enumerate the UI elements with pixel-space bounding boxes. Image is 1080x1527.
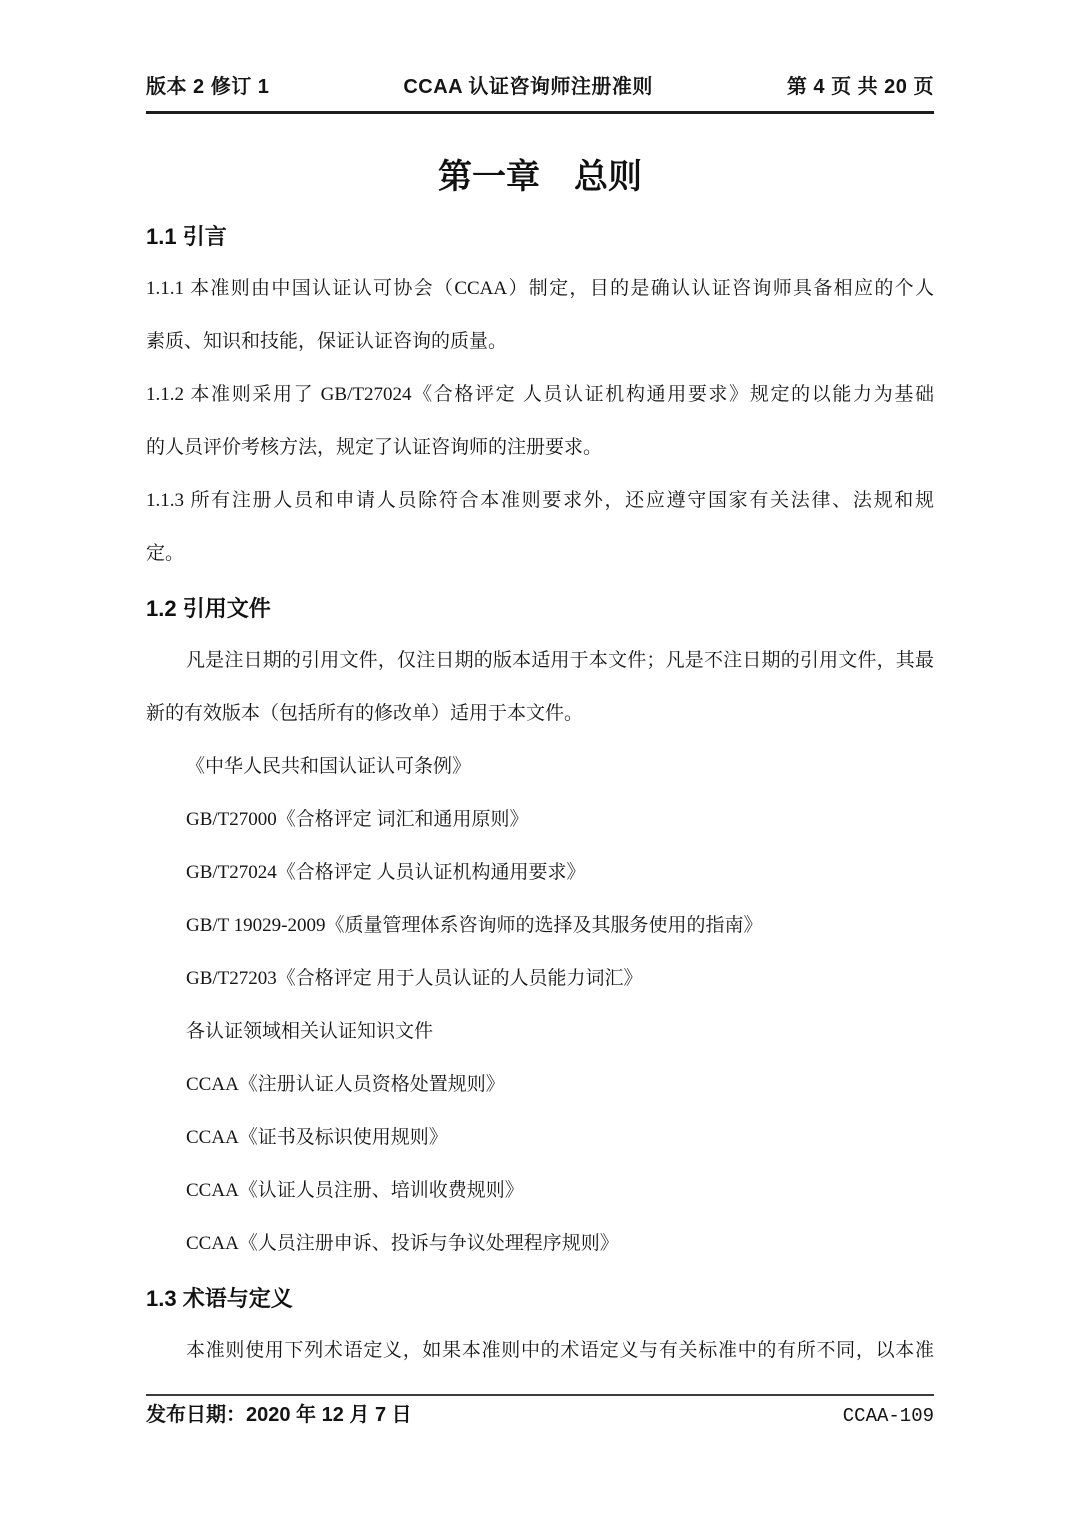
body-line: 1.1.3 所有注册人员和申请人员除符合本准则要求外，还应遵守国家有关法律、法规和规 [146, 490, 934, 511]
reference-item: CCAA《证书及标识使用规则》 [186, 1127, 448, 1148]
page-header [146, 74, 934, 100]
document-body [146, 154, 934, 1377]
body-line: 素质、知识和技能，保证认证咨询的质量。 [146, 331, 508, 352]
header-page-number: 第 4 页 共 20 页 [786, 76, 934, 98]
reference-item: CCAA《人员注册申诉、投诉与争议处理程序规则》 [186, 1233, 619, 1254]
reference-item: CCAA《注册认证人员资格处置规则》 [186, 1074, 505, 1095]
reference-item: GB/T27000《合格评定 词汇和通用原则》 [186, 809, 529, 830]
reference-item: 各认证领域相关认证知识文件 [186, 1021, 434, 1042]
reference-item: GB/T27203《合格评定 用于人员认证的人员能力词汇》 [186, 968, 643, 989]
reference-item: GB/T 19029-2009《质量管理体系咨询师的选择及其服务使用的指南》 [186, 915, 763, 936]
body-line: 新的有效版本（包括所有的修改单）适用于本文件。 [146, 703, 584, 724]
publish-date: 发布日期：2020 年 12 月 7 日 [146, 1404, 412, 1426]
body-line: 本准则使用下列术语定义，如果本准则中的术语定义与有关标准中的有所不同，以本准 [186, 1340, 934, 1361]
body-line: 1.1.1 本准则由中国认证认可协会（CCAA）制定，目的是确认认证咨询师具备相应的个人 [146, 278, 934, 299]
body-line: 的人员评价考核方法，规定了认证咨询师的注册要求。 [146, 437, 603, 458]
header-version: 版本 2 修订 1 [146, 76, 270, 98]
chapter-title: 第一章 总则 [438, 158, 642, 196]
body-line: 1.1.2 本准则采用了 GB/T27024《合格评定 人员认证机构通用要求》规定的以能力为基础 [146, 384, 934, 405]
header-doc-title: CCAA 认证咨询师注册准则 [403, 76, 653, 98]
section-heading-1-2: 1.2 引用文件 [146, 596, 271, 621]
reference-item: 《中华人民共和国认证认可条例》 [186, 756, 472, 777]
section-heading-1-3: 1.3 术语与定义 [146, 1286, 293, 1311]
reference-item: CCAA《认证人员注册、培训收费规则》 [186, 1180, 524, 1201]
reference-item: GB/T27024《合格评定 人员认证机构通用要求》 [186, 862, 586, 883]
section-heading-1-1: 1.1 引言 [146, 224, 227, 249]
doc-code: CCAA-109 [842, 1405, 934, 1427]
footer-rule [146, 1394, 934, 1396]
page-footer [146, 1401, 934, 1430]
body-line: 凡是注日期的引用文件，仅注日期的版本适用于本文件；凡是不注日期的引用文件，其最 [186, 650, 934, 671]
body-line: 定。 [146, 543, 185, 564]
header-rule [146, 111, 934, 114]
